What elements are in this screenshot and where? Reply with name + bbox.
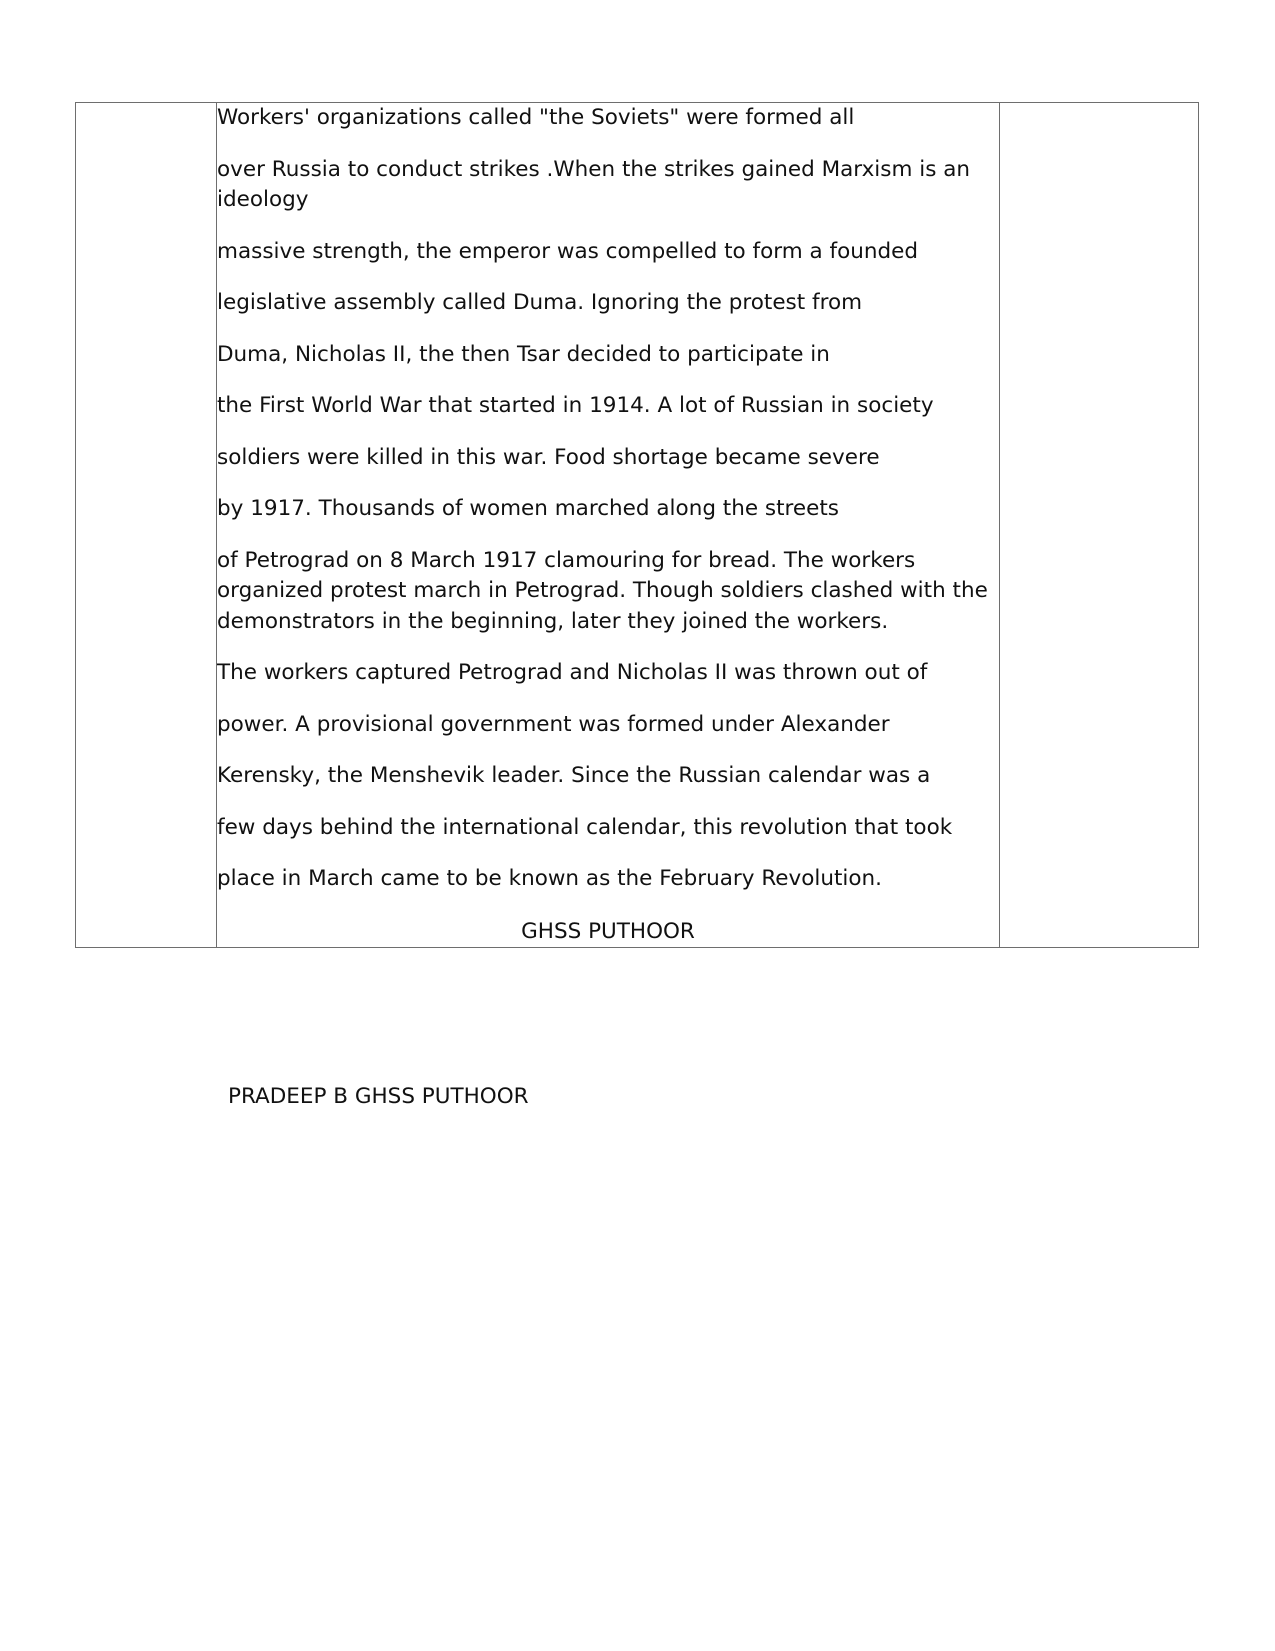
right-empty-cell [1000,103,1199,948]
paragraph-11: power. A provisional government was formed under Alexander [217,711,890,737]
page-footer: PRADEEP B GHSS PUTHOOR [228,1084,529,1109]
paragraph-7: soldiers were killed in this war. Food shortage became severe [217,444,880,470]
paragraph-2: over Russia to conduct strikes .When the strikes gained Marxism is an ideology [217,156,971,212]
paragraph-5: Duma, Nicholas II, the then Tsar decided to participate in [217,341,830,367]
paragraph-12: Kerensky, the Menshevik leader. Since the Russian calendar was a [217,763,931,788]
table-row [76,103,1199,948]
paragraph-3: massive strength, the emperor was compelled to form a founded [217,238,918,264]
content-table [75,102,1199,948]
paragraph-10: The workers captured Petrograd and Nicholas II was thrown out of [217,660,928,685]
text-cell [217,103,1000,948]
paragraph-1: Workers' organizations called "the Soviets" were formed all [217,105,855,130]
left-empty-cell [76,103,217,948]
cell-footer-school: GHSS PUTHOOR [521,918,695,944]
paragraph-8: by 1917. Thousands of women marched along the streets [217,496,839,521]
paragraph-13: few days behind the international calendar, this revolution that took [217,814,953,840]
paragraph-6: the First World War that started in 1914. A lot of Russian in society [217,393,934,418]
paragraph-14: place in March came to be known as the February Revolution. [217,866,883,891]
paragraph-4: legislative assembly called Duma. Ignoring the protest from [217,290,863,315]
paragraph-9: of Petrograd on 8 March 1917 clamouring for bread. The workers organized protest march in Petrograd. Though soldiers clashed with the demonstrators in the beginning, later they joined the workers. [217,547,988,634]
